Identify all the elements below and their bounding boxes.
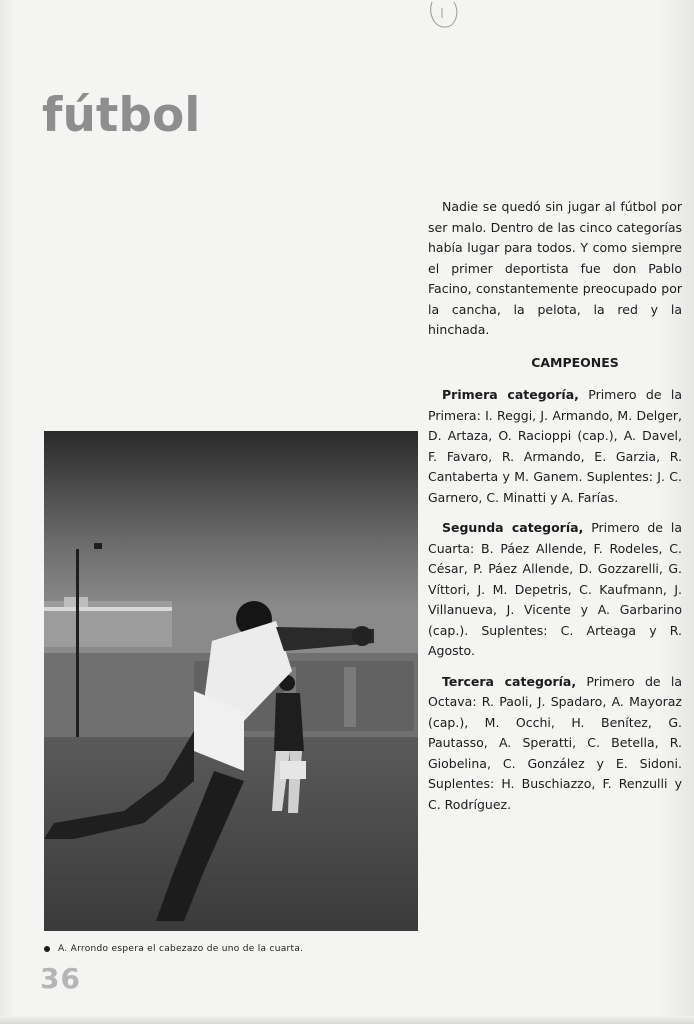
football-photo <box>44 431 418 931</box>
caption-text: A. Arrondo espera el cabezazo de uno de la cuarta. <box>58 944 304 954</box>
category-text: Primero de la Octava: R. Paoli, J. Spadaro, A. Mayoraz (cap.), M. Occhi, H. Benítez, G. Pautasso, A. Speratti, C. Betella, R. Giobelina, C. González y E. Sidoni. Suplentes: H. Buschiazzo, F. Renzulli y C. Rodríguez. <box>428 673 682 812</box>
page-title: fútbol <box>42 88 201 143</box>
pencil-mark <box>424 0 464 40</box>
bullet-icon <box>44 946 50 952</box>
page-bottom-edge <box>0 1016 694 1024</box>
article-text <box>428 197 682 825</box>
section-heading: CAMPEONES <box>531 354 619 370</box>
category-paragraph <box>428 672 682 816</box>
intro-paragraph: Nadie se quedó sin jugar al fútbol por ser malo. Dentro de las cinco categorías había lugar para todos. Y como siempre el primer deportista fue don Pablo Facino, constantemente preocupado por la cancha, la pelota, la red y la hinchada. <box>428 199 682 337</box>
category-label: Segunda categoría, <box>442 520 584 535</box>
photo-caption <box>44 944 303 954</box>
category-label: Primera categoría, <box>442 387 579 402</box>
category-text: Primero de la Cuarta: B. Páez Allende, F. Rodeles, C. César, P. Páez Allende, D. Gozzarelli, G. Víttori, J. M. Depetris, C. Kaufmann, J. Villanueva, J. Vicente y A. Garbarino (cap.). Suplentes: C. Arteaga y R. Agosto. <box>428 520 682 658</box>
category-label: Tercera categoría, <box>442 673 577 689</box>
category-text: Primero de la Primera: I. Reggi, J. Armando, M. Delger, D. Artaza, O. Racioppi (cap.), A. Davel, F. Favaro, R. Armando, E. Garzia, R. Cantaberta y M. Ganem. Suplentes: J. C. Garnero, C. Minatti y A. Farías. <box>428 387 682 505</box>
category-paragraph <box>428 385 682 508</box>
page-number: 36 <box>40 962 81 995</box>
category-paragraph <box>428 518 682 662</box>
photo-illustration <box>44 431 418 931</box>
